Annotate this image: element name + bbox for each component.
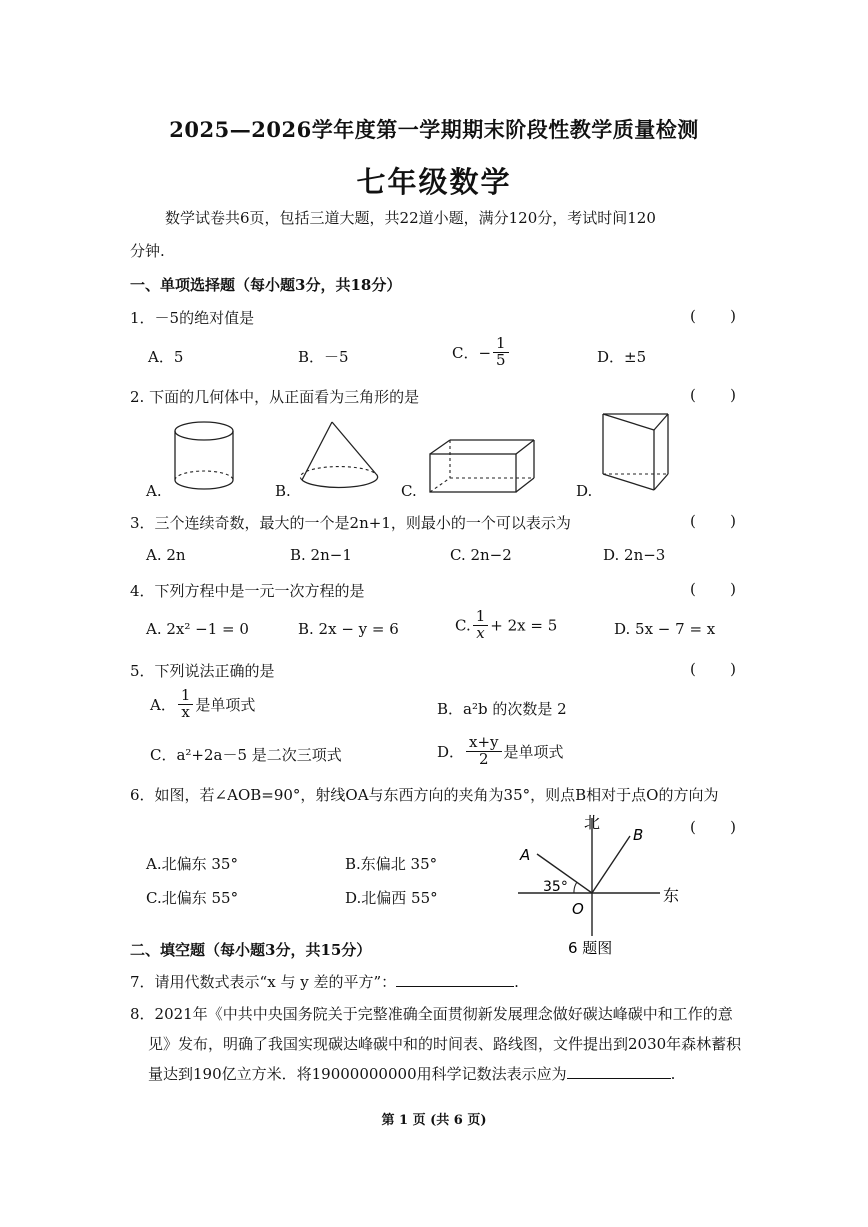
q5-option-a[interactable]: A． $\frac{1}{x}$ 是单项式 — [150, 686, 256, 721]
ray-ob — [592, 836, 630, 893]
q2-option-b[interactable]: B. — [275, 482, 291, 500]
label-east: 东 — [663, 886, 680, 905]
exam-title: 2025—2026学年度第一学期期末阶段性教学质量检测 — [169, 117, 699, 142]
q3-option-c[interactable]: C. 2n−2 — [450, 546, 512, 564]
q2-answer-bracket[interactable]: ( ) — [690, 386, 736, 404]
page-number: 第 1 页 (共 6 页) — [381, 1113, 487, 1128]
q2-option-d[interactable]: D. — [576, 482, 593, 500]
q1-stem: 1．－5的绝对值是 — [130, 309, 255, 327]
q4-option-a[interactable]: A. 2x² −1 = 0 — [146, 620, 249, 638]
intro-line-2: 分钟. — [130, 242, 165, 260]
direction-diagram — [510, 808, 690, 958]
q4-c-fraction: $\frac{1}{x}$ — [473, 609, 489, 642]
q6-option-a[interactable]: A.北偏东 35° — [146, 855, 238, 873]
cone-figure — [296, 418, 382, 496]
intro-line-1: 数学试卷共6页，包括三道大题，共22道小题，满分120分，考试时间120 — [165, 209, 656, 227]
q8-line-2: 见》发布，明确了我国实现碳达峰碳中和的时间表、路线图，文件提出到2030年森林蓄积 — [148, 1035, 742, 1053]
q6-option-d[interactable]: D.北偏西 55° — [345, 889, 438, 907]
q3-option-a[interactable]: A. 2n — [146, 546, 186, 564]
q8-line-1: 8．2021年《中共中央国务院关于完整准确全面贯彻新发展理念做好碳达峰碳中和工作的意 — [130, 1005, 733, 1023]
q5-option-b[interactable]: B．a²b 的次数是 2 — [437, 700, 567, 718]
q1-option-c[interactable]: C．− $\frac{1}{5}$ — [452, 336, 511, 369]
label-north: 北 — [584, 813, 601, 832]
cylinder-figure — [170, 418, 238, 496]
q4-option-d[interactable]: D. 5x − 7 = x — [614, 620, 716, 638]
section-2-title: 二、填空题（每小题3分，共15分） — [130, 941, 372, 959]
q2-option-a[interactable]: A. — [146, 482, 162, 500]
q4-option-b[interactable]: B. 2x − y = 6 — [298, 620, 399, 638]
q6-option-b[interactable]: B.东偏北 35° — [345, 855, 438, 873]
q6-stem: 6．如图，若∠AOB=90°，射线OA与东西方向的夹角为35°，则点B相对于点O的方向为 — [130, 786, 719, 804]
q5-option-c[interactable]: C．a²+2a－5 是二次三项式 — [150, 746, 342, 764]
q2-option-c[interactable]: C. — [401, 482, 417, 500]
subject-title: 七年级数学 — [356, 165, 512, 199]
q5-stem: 5．下列说法正确的是 — [130, 662, 275, 680]
q7-answer-blank[interactable] — [396, 972, 514, 987]
cuboid-figure — [426, 436, 538, 496]
label-angle: 35° — [543, 879, 568, 895]
q6-answer-bracket[interactable]: ( ) — [690, 818, 736, 836]
q6-option-c[interactable]: C.北偏东 55° — [146, 889, 239, 907]
q1-c-fraction: $\frac{1}{5}$ — [493, 336, 509, 369]
q1-answer-bracket[interactable]: ( ) — [690, 307, 736, 325]
label-o: O — [572, 900, 584, 918]
q3-option-d[interactable]: D. 2n−3 — [603, 546, 666, 564]
q7-stem: 7．请用代数式表示“x 与 y 差的平方”： . — [130, 973, 519, 991]
q3-option-b[interactable]: B. 2n−1 — [290, 546, 352, 564]
q8-line-3: 量达到190亿立方米．将19000000000用科学记数法表示应为 . — [148, 1065, 676, 1083]
q4-option-c[interactable]: C. $\frac{1}{x}$ + 2x = 5 — [455, 607, 558, 642]
q4-stem: 4．下列方程中是一元一次方程的是 — [130, 582, 365, 600]
q5-answer-bracket[interactable]: ( ) — [690, 660, 736, 678]
q4-answer-bracket[interactable]: ( ) — [690, 580, 736, 598]
q5-a-fraction: $\frac{1}{x}$ — [178, 688, 194, 721]
q8-answer-blank[interactable] — [567, 1064, 671, 1079]
q2-stem: 2. 下面的几何体中，从正面看为三角形的是 — [130, 388, 420, 406]
angle-arc — [574, 882, 577, 893]
q5-option-d[interactable]: D． $\frac{x+y}{2}$ 是单项式 — [437, 733, 564, 768]
figure-caption: 6 题图 — [568, 939, 613, 957]
q1-option-a[interactable]: A．5 — [148, 348, 184, 366]
label-a: A — [520, 846, 531, 864]
q3-answer-bracket[interactable]: ( ) — [690, 512, 736, 530]
q5-d-fraction: $\frac{x+y}{2}$ — [466, 735, 502, 768]
q1-option-b[interactable]: B．－5 — [298, 348, 349, 366]
q1-option-d[interactable]: D．±5 — [597, 348, 647, 366]
q3-stem: 3．三个连续奇数，最大的一个是2n+1，则最小的一个可以表示为 — [130, 514, 571, 532]
triangular-prism-figure — [598, 410, 674, 496]
section-1-title: 一、单项选择题（每小题3分，共18分） — [130, 276, 402, 294]
label-b: B — [633, 826, 644, 844]
